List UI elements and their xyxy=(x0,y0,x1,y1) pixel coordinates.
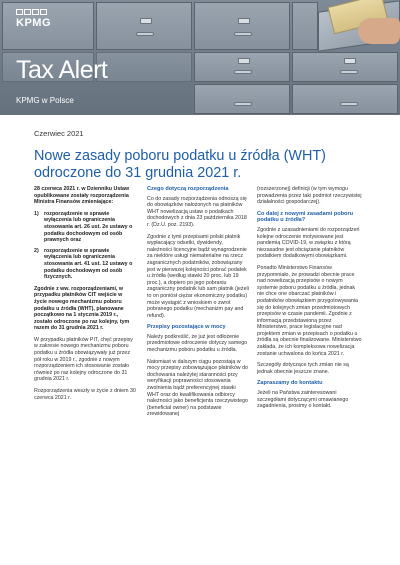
paragraph: (rozszerzonej) definicji (w tym wymogu prowadzenia przez taki podmiot rzeczywistej działalności gospodarczej). xyxy=(257,186,362,206)
paragraph: Ponadto Ministerstwo Finansów przypomniało, że prowadzi obecnie prace nad nowelizacją przepisów o nowym systemie poboru podatku u źródła, jednak nie chce one obarczać płatników i podatników obowiązkiem przygotowywania się do kolejnych zmian przedmiotowych przepisów w czasie pandemii. Zgodnie z informacją przedstawioną przez Ministerstwo, prace legislacyjne nad projektem zmian w przepisach o podatku u źródła są obecnie finalizowane. Ministerstwo zakłada, że ich kompleksowa nowelizacja zostanie uchwalona do końca 2021 r. xyxy=(257,264,362,357)
column-2 xyxy=(147,186,249,423)
logo-text: KPMG xyxy=(16,17,51,29)
kpmg-logo xyxy=(16,9,49,15)
regulation-list xyxy=(34,211,136,281)
column-3 xyxy=(257,186,363,415)
banner-subtitle: KPMG w Polsce xyxy=(16,96,74,105)
column-1 xyxy=(34,186,136,406)
logo-boxes-icon xyxy=(16,9,47,15)
paragraph: Zgodnie z uzasadnieniami do rozporządzeń kolejne odroczenie motywowane jest pandemią COVID-19, w związku z którą niezasadne jest obciążanie płatników podatkiem dodatkowymi obowiązkami. xyxy=(257,226,360,260)
paragraph: Należy podkreślić, że już jest odłożenie przedmiotowe odroczenie dotyczy samego mechanizmu poboru podatku u źródła. xyxy=(147,333,248,354)
page-title: Nowe zasady poboru podatku u źródła (WHT) odroczone do 31 grudnia 2021 r. xyxy=(34,148,326,181)
section-heading: Co dalej z nowymi zasadami poboru podatku u źródła? xyxy=(257,210,354,224)
list-number: 1) xyxy=(34,210,39,217)
section-heading: Przepisy pozostające w mocy xyxy=(147,324,226,331)
list-number: 2) xyxy=(34,247,39,254)
contact-paragraph: Jeżeli na Państwa zainteresowani szczegółami dotyczącymi omawianego zagadnienia, prosimy o kontakt. xyxy=(257,390,349,410)
list-text: rozporządzenie w sprawie wyłączenia lub ograniczenia stosowania art. 41 ust. 12 ustawy o podatku dochodowym od osób fizycznych. xyxy=(44,247,133,281)
list-item xyxy=(34,211,136,244)
banner-title: Tax Alert xyxy=(16,56,108,84)
section-heading: Zapraszamy do kontaktu xyxy=(257,380,323,387)
intro-paragraph: 28 czerwca 2021 r. w Dzienniku Ustaw opublikowane zostały rozporządzenia Ministra Finansów zmieniające: xyxy=(34,186,130,206)
header-banner xyxy=(0,0,400,115)
paragraph: Szczegóły dotyczące tych zmian nie są jednak obecnie jeszcze znane. xyxy=(257,362,349,375)
pit-paragraph: W przypadku płatników PIT, chęć przepisy w zakresie nowego mechanizmu poboru podatku u źródła obowiązywały już przez pół roku w 2019 r., zgodnie z nowym rozporządzeniem ich stosowanie zostało również po raz kolejny odroczone do 31 grudnia 2021 r. xyxy=(34,336,133,383)
paragraph: Zgodnie z tymi przepisami polski płatnik wypłacający odsetki, dywidendy, należności licencyjne bądź wynagrodzenie za niektóre usługi niematerialne na rzecz zagranicznych podatników, zobowiązany jest w pierwszej kolejności pobrać podatek u źródła (według stawki 20 proc. lub 19 proc.), a dopiero po jego pobraniu zagraniczny podatnik lub sam płatnik (jeżeli to on poniósł ciężar ekonomiczny podatku) może wystąpić z wnioskiem o zwrot pobranego podatku (mechanizm pay and refund). xyxy=(147,233,249,319)
effective-date-paragraph: Rozporządzenia weszły w życie z dniem 30 czerwca 2021 r. xyxy=(34,388,136,401)
list-item xyxy=(34,248,136,281)
section-heading: Czego dotyczą rozporządzenia xyxy=(147,186,229,192)
summary-paragraph: Zgodnie z ww. rozporządzeniami, w przypadku płatników CIT wejście w życie nowego mechanizmu poboru podatku u źródła (WHT), planowane początkowo na 1 stycznia 2019 r., zostało odroczone po raz kolejny, tym razem do 31 grudnia 2021 r. xyxy=(34,285,130,332)
paragraph: Natomiast w dalszym ciągu pozostają w mocy przepisy zobowiązujące płatników do dochowania należytej staranności przy weryfikacji poprawności stosowania zwolnienia bądź preferencyjnej stawki WHT oraz do kwalifikowania odbiorcy należności jako beneficjenta rzeczywistego (beneficial owner) na podstawie zrewidowanej xyxy=(147,358,248,418)
list-text: rozporządzenie w sprawie wyłączenia lub ograniczenia stosowania art. 26 ust. 2e ustawy o podatku dochodowym od osób prawnych oraz xyxy=(44,210,133,244)
paragraph: Co do zasady rozporządzenia odnoszą się do obowiązków nałożonych na płatników WHT nowelizacją ustaw o podatkach dochodowych z dnia 23 października 2018 r. (Dz.U. poz. 2193). xyxy=(147,195,247,228)
issue-date: Czerwiec 2021 xyxy=(34,129,84,138)
